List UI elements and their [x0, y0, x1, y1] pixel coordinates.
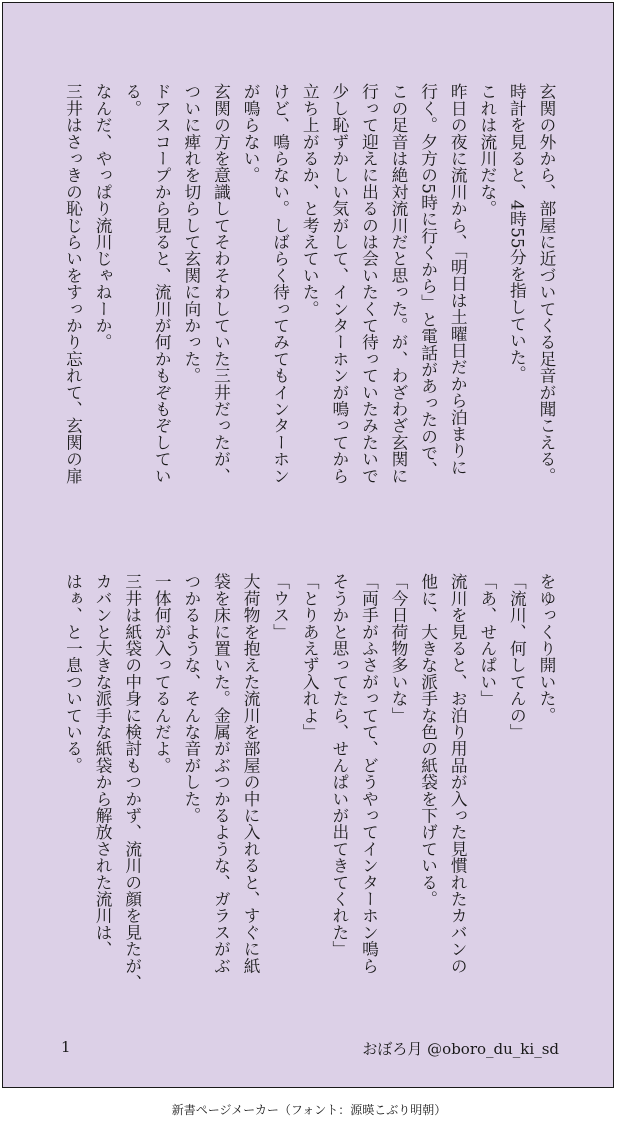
- upper-text-block: [58, 83, 561, 523]
- text-line: が鳴らない。: [241, 83, 262, 184]
- text-line: けど、鳴らない。しばらく待ってみてもインターホン: [270, 83, 291, 484]
- text-line: 「両手がふさがってて、どうやってインターホン鳴ら: [359, 573, 380, 974]
- text-line: 玄関の外から、部屋に近づいてくる足音が聞こえる。: [537, 83, 557, 484]
- text-line: そうかと思ってたら、せんぱいが出てきてくれた」: [329, 573, 350, 958]
- text-line: ついに痺れを切らして玄関に向かった。: [181, 83, 202, 384]
- text-line: 大荷物を抱えた流川を部屋の中に入れると、すぐに紙: [241, 573, 262, 974]
- text-line: 「流川、何してんの」: [507, 573, 528, 740]
- text-line: 一体何が入ってるんだよ。: [152, 573, 173, 774]
- text-line: 三井は紙袋の中身に検討もつかず、流川の顔を見たが、: [122, 573, 143, 991]
- text-line: 「今日荷物多いな」: [389, 573, 410, 724]
- text-line: カバンと大きな派手な紙袋から解放された流川は、: [93, 573, 114, 958]
- text-line: る。: [122, 83, 143, 117]
- author-credit: おぼろ月 @oboro_du_ki_sd: [362, 1040, 559, 1058]
- book-page: [2, 2, 614, 1088]
- text-line: この足音は絶対流川だと思った。が、わざわざ玄関に: [389, 83, 410, 484]
- text-line: 「あ、せんぱい」: [477, 573, 498, 707]
- text-line: 立ち上がるか、と考えていた。: [300, 83, 321, 317]
- text-line: ドアスコープから見ると、流川が何かもぞもぞしてい: [152, 83, 173, 484]
- text-line: をゆっくり開いた。: [537, 573, 557, 724]
- lower-text-block: [58, 573, 561, 1018]
- page-number: 1: [61, 1038, 71, 1056]
- text-line: これは流川だな。: [477, 83, 498, 217]
- text-line: なんだ、やっぱり流川じゃねーか。: [93, 83, 114, 351]
- text-line: 「とりあえず入れよ」: [300, 573, 321, 740]
- text-line: 袋を床に置いた。金属がぶつかるような、ガラスがぶ: [211, 573, 232, 974]
- text-line: 少し恥ずかしい気がして、インターホンが鳴ってから: [329, 83, 350, 484]
- text-line: 行く。夕方の5時に行くから」と電話があったので、: [418, 83, 439, 478]
- text-line: はぁ、と一息ついている。: [63, 573, 84, 774]
- text-line: 玄関の方を意識してそわそわしていた三井だったが、: [211, 83, 232, 484]
- text-line: 時計を見ると、4時55分を指していた。: [507, 83, 528, 383]
- generator-credit: 新書ページメーカー（フォント：源暎こぶり明朝）: [171, 1103, 447, 1117]
- text-line: 三井はさっきの恥じらいをすっかり忘れて、玄関の扉: [63, 83, 84, 484]
- text-line: つかるような、そんな音がした。: [181, 573, 202, 824]
- text-line: 「ウス」: [270, 573, 291, 640]
- text-line: 昨日の夜に流川から、「明日は土曜日だから泊まりに: [448, 83, 469, 476]
- text-line: 流川を見ると、お泊り用品が入った見慣れたカバンの: [448, 573, 469, 974]
- text-line: 他に、大きな派手な色の紙袋を下げている。: [418, 573, 439, 907]
- text-line: 行って迎えに出るのは会いたくて待っていたみたいで: [359, 83, 380, 484]
